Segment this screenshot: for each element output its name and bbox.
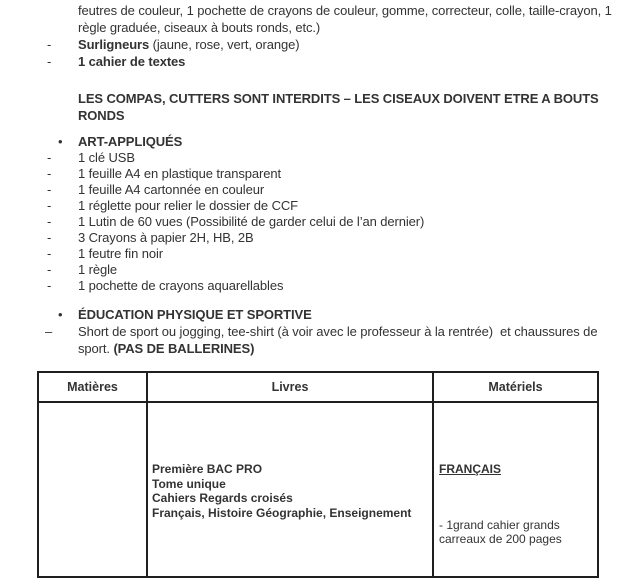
text-segment: Short de sport ou jogging, tee-shirt (à voir avec le professeur à la rentrée) et chaussures de bbox=[78, 324, 598, 339]
text-line bbox=[0, 262, 630, 278]
text-line bbox=[0, 306, 630, 323]
text-segment: 1 règle bbox=[78, 262, 118, 277]
livres-line: Français, Histoire Géographie, Enseignement bbox=[152, 505, 412, 520]
line-text bbox=[78, 182, 264, 197]
dash-marker: - bbox=[47, 198, 52, 213]
dash-marker: - bbox=[47, 150, 52, 165]
text-segment: ART-APPLIQUÉS bbox=[78, 134, 183, 149]
text-line bbox=[0, 90, 630, 107]
spacer bbox=[0, 70, 630, 90]
table-row bbox=[38, 402, 598, 577]
text-segment: RONDS bbox=[78, 108, 125, 123]
line-text bbox=[78, 108, 124, 123]
line-text bbox=[78, 3, 612, 18]
materiels-line: - 1grand cahier grands bbox=[439, 517, 560, 532]
line-text bbox=[78, 262, 117, 277]
spacer bbox=[0, 124, 630, 134]
dash-marker: - bbox=[47, 230, 52, 245]
text-segment: Surligneurs bbox=[78, 37, 150, 52]
dash-marker: – bbox=[45, 324, 53, 339]
dash-marker: - bbox=[47, 166, 52, 181]
text-segment: sport. bbox=[78, 341, 114, 356]
text-segment: (jaune, rose, vert, orange) bbox=[149, 37, 300, 52]
text-line bbox=[0, 340, 630, 357]
line-text bbox=[78, 324, 597, 339]
livres-lines bbox=[152, 462, 428, 520]
line-text bbox=[78, 134, 182, 149]
spacer bbox=[0, 294, 630, 306]
line-text bbox=[78, 278, 283, 293]
text-segment: règle graduée, ciseaux à bouts ronds, etc.) bbox=[78, 20, 321, 35]
line-text bbox=[78, 307, 312, 322]
text-line bbox=[0, 36, 630, 53]
line-text bbox=[78, 54, 185, 69]
text-line bbox=[0, 19, 630, 36]
text-segment: 1 clé USB bbox=[78, 150, 135, 165]
materiels-heading: FRANÇAIS bbox=[439, 462, 501, 476]
line-text bbox=[78, 246, 163, 261]
materiels-lines bbox=[439, 518, 593, 547]
cell-matieres bbox=[38, 402, 147, 577]
text-line bbox=[0, 323, 630, 340]
livres-line: Tome unique bbox=[152, 476, 226, 491]
line-text bbox=[78, 214, 424, 229]
cell-livres bbox=[147, 402, 433, 577]
text-segment: LES COMPAS, CUTTERS SONT INTERDITS – LES CISEAUX DOIVENT ETRE A BOUTS bbox=[78, 91, 599, 106]
line-text bbox=[78, 230, 254, 245]
bullet-marker: • bbox=[58, 134, 63, 149]
table-header-cell-livres: Livres bbox=[147, 372, 433, 402]
text-line bbox=[0, 134, 630, 150]
dash-marker: - bbox=[47, 278, 52, 293]
dash-marker: - bbox=[47, 37, 52, 52]
text-line bbox=[0, 182, 630, 198]
bullet-marker: • bbox=[58, 307, 63, 322]
line-text bbox=[78, 166, 281, 181]
text-segment: ÉDUCATION PHYSIQUE ET SPORTIVE bbox=[78, 307, 312, 322]
materiels-line: carreaux de 200 pages bbox=[439, 532, 562, 546]
text-segment: 1 cahier de textes bbox=[78, 54, 186, 69]
text-segment: 1 feuille A4 cartonnée en couleur bbox=[78, 182, 265, 197]
text-line bbox=[0, 166, 630, 182]
text-line bbox=[0, 198, 630, 214]
table-header-row bbox=[38, 372, 598, 402]
text-segment: feutres de couleur, 1 pochette de crayons de couleur, gomme, correcteur, colle, taille-crayon, 1 bbox=[78, 3, 612, 18]
text-segment: 1 pochette de crayons aquarellables bbox=[78, 278, 284, 293]
cell-materiels bbox=[433, 402, 598, 577]
text-segment: 3 Crayons à papier 2H, HB, 2B bbox=[78, 230, 254, 245]
dash-marker: - bbox=[47, 182, 52, 197]
line-text bbox=[78, 341, 254, 356]
text-line bbox=[0, 53, 630, 70]
table-header-cell-matieres: Matières bbox=[38, 372, 147, 402]
dash-marker: - bbox=[47, 262, 52, 277]
text-line bbox=[0, 150, 630, 166]
line-text bbox=[78, 37, 300, 52]
text-segment: 1 feutre fin noir bbox=[78, 246, 164, 261]
dash-marker: - bbox=[47, 54, 52, 69]
dash-marker: - bbox=[47, 214, 52, 229]
line-text bbox=[78, 20, 320, 35]
text-segment: 1 feuille A4 en plastique transparent bbox=[78, 166, 281, 181]
table-header-cell-materiels: Matériels bbox=[433, 372, 598, 402]
text-line bbox=[0, 214, 630, 230]
text-line bbox=[0, 107, 630, 124]
livres-line: Première BAC PRO bbox=[152, 462, 263, 476]
line-text bbox=[78, 150, 135, 165]
text-segment: (PAS DE BALLERINES) bbox=[113, 341, 255, 356]
livres-line: Cahiers Regards croisés bbox=[152, 491, 293, 505]
dash-marker: - bbox=[47, 246, 52, 261]
text-line bbox=[0, 278, 630, 294]
supplies-table bbox=[37, 371, 599, 578]
text-line bbox=[0, 2, 630, 19]
text-segment: 1 Lutin de 60 vues (Possibilité de garder celui de l’an dernier) bbox=[78, 214, 425, 229]
text-line bbox=[0, 230, 630, 246]
document-lines bbox=[0, 2, 630, 357]
line-text bbox=[78, 198, 298, 213]
line-text bbox=[78, 91, 599, 106]
text-segment: 1 réglette pour relier le dossier de CCF bbox=[78, 198, 298, 213]
text-line bbox=[0, 246, 630, 262]
